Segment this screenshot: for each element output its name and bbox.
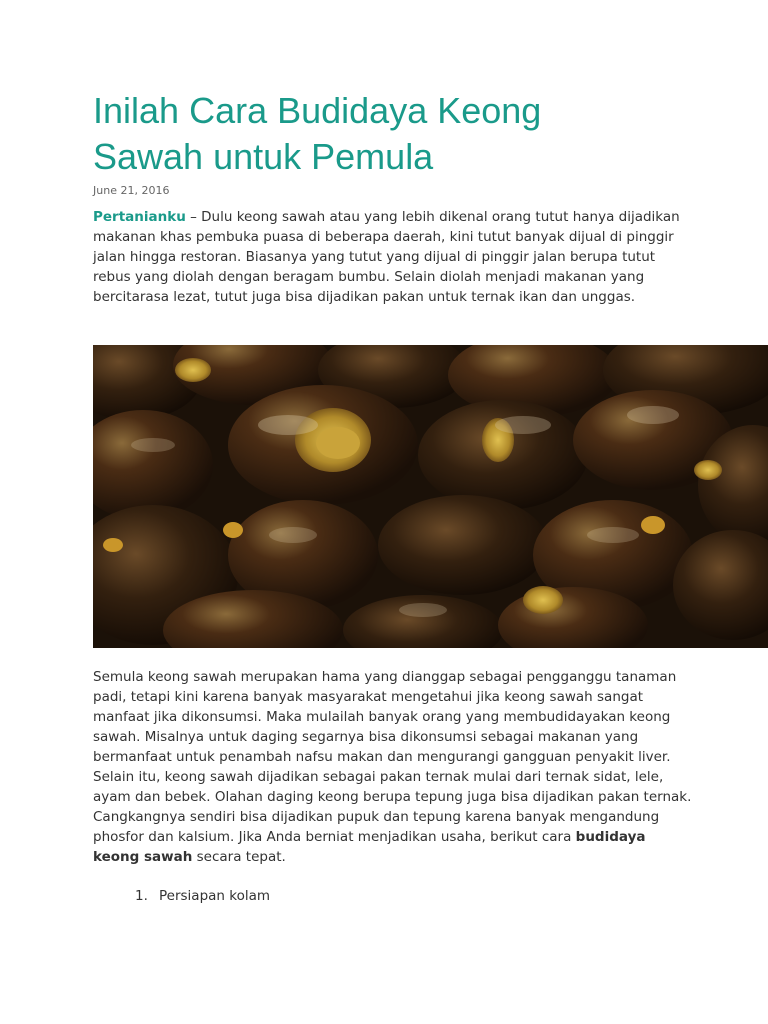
snail-shells-illustration <box>93 345 768 648</box>
publish-date: June 21, 2016 <box>93 184 170 197</box>
body-bold-phrase: budidaya keong sawah <box>93 829 646 865</box>
snails-photo <box>93 345 768 648</box>
intro-paragraph <box>93 207 683 307</box>
article-title: Inilah Cara Budidaya Keong Sawah untuk Pemula <box>93 90 542 177</box>
brand-link[interactable]: Pertanianku <box>93 209 186 225</box>
body-text-before: Semula keong sawah merupakan hama yang dianggap sebagai pengganggu tanaman padi, tetapi kini karena banyak masyarakat mengetahui jika keong sawah sangat manfaat jika dikonsumsi. Maka mulailah banyak orang yang membudidayakan keong sawah. Misalnya untuk daging segarnya bisa dikonsumsi sebagai makanan yang bermanfaat untuk penambah nafsu makan dan mengurangi gangguan penyakit liver. Selain itu, keong sawah dijadikan sebagai pakan ternak mulai dari ternak sidat, lele, ayam dan bebek. Olahan daging keong berupa tepung juga bisa dijadikan pakan ternak. Cangkangnya sendiri bisa dijadikan pupuk dan tepung karena banyak mengandung phosfor dan kalsium. Jika Anda berniat menjadikan usaha, berikut cara <box>93 669 692 845</box>
body-paragraph <box>93 667 693 867</box>
intro-text: – Dulu keong sawah atau yang lebih dikenal orang tutut hanya dijadikan makanan khas pembuka puasa di beberapa daerah, kini tutut banyak dijual di pinggir jalan hingga restoran. Biasanya yang tutut yang dijual di pinggir jalan berupa tutut rebus yang diolah dengan beragam bumbu. Selain diolah menjadi makanan yang bercitarasa lezat, tutut juga bisa dijadikan pakan untuk ternak ikan dan unggas. <box>93 209 680 305</box>
list-item-label: Persiapan kolam <box>159 888 271 904</box>
body-text-after: secara tepat. <box>192 849 286 865</box>
list-item-number: 1. <box>135 888 148 904</box>
steps-list <box>93 886 270 906</box>
list-item <box>93 886 270 906</box>
